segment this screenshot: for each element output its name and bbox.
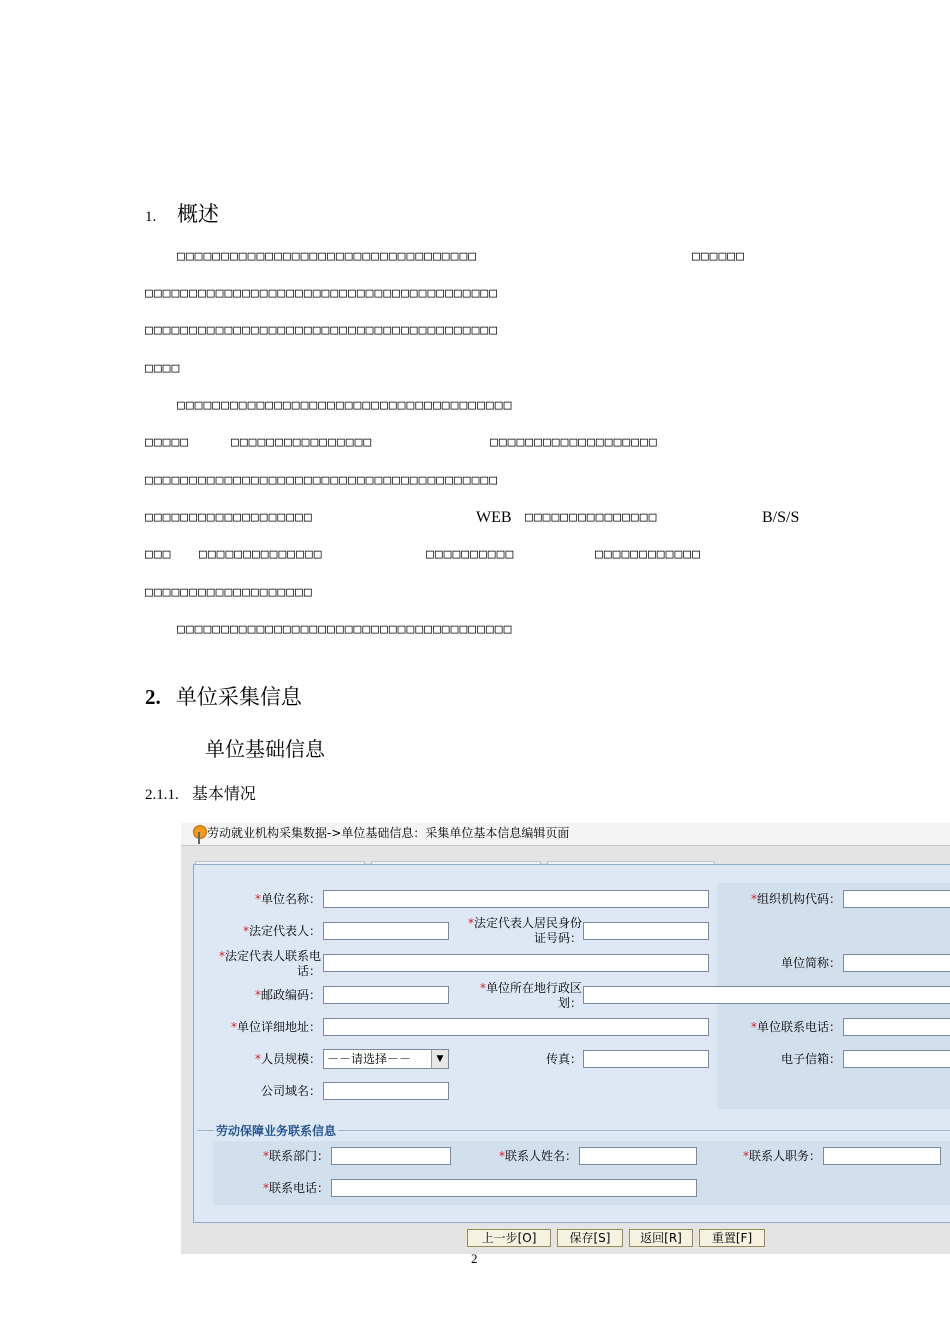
para-line-8-bss: B/S/S bbox=[762, 509, 800, 526]
para-line-1b: □□□□□□ bbox=[692, 249, 745, 264]
para-line-6c: □□□□□□□□□□□□□□□□□□□ bbox=[490, 435, 658, 450]
unit-short-input[interactable] bbox=[843, 954, 950, 972]
label-unit-name: *单位名称： bbox=[254, 892, 321, 906]
label-domain: 公司域名： bbox=[260, 1084, 321, 1098]
save-button[interactable]: 保存[S] bbox=[557, 1229, 623, 1247]
section-2-title: 单位采集信息 bbox=[175, 685, 302, 709]
section-2-heading bbox=[145, 681, 302, 711]
label-contact-dept: *联系部门： bbox=[262, 1149, 329, 1163]
section-1-heading bbox=[145, 198, 219, 228]
legal-phone-input[interactable] bbox=[323, 954, 709, 972]
address-input[interactable] bbox=[323, 1018, 709, 1036]
section-2-1-title: 单位基础信息 bbox=[205, 737, 325, 761]
section-2-number: 2. bbox=[145, 685, 161, 709]
domain-input[interactable] bbox=[323, 1082, 449, 1100]
label-postcode: *邮政编码： bbox=[254, 988, 321, 1002]
section-1-title: 概述 bbox=[176, 202, 219, 226]
back-button[interactable]: 返回[R] bbox=[629, 1229, 693, 1247]
para-line-11: □□□□□□□□□□□□□□□□□□□□□□□□□□□□□□□□□□□□□□ bbox=[177, 622, 513, 637]
app-logo-icon bbox=[193, 825, 207, 839]
section-2-1-1-heading bbox=[145, 781, 256, 804]
page-number: 2 bbox=[471, 1251, 478, 1266]
label-contact-name: *联系人姓名： bbox=[498, 1149, 577, 1163]
contact-name-input[interactable] bbox=[579, 1147, 697, 1165]
label-org-code: *组织机构代码： bbox=[750, 892, 841, 906]
para-line-9a: □□□ bbox=[145, 547, 172, 562]
district-input[interactable] bbox=[583, 986, 950, 1004]
label-staff-size: *人员规模： bbox=[254, 1052, 321, 1066]
chevron-down-icon[interactable]: ▼ bbox=[431, 1050, 448, 1068]
label-email: 电子信箱： bbox=[780, 1052, 841, 1066]
para-line-3: □□□□□□□□□□□□□□□□□□□□□□□□□□□□□□□□□□□□□□□□ bbox=[145, 323, 499, 338]
para-line-9c: □□□□□□□□□□ bbox=[426, 547, 515, 562]
para-line-8a: □□□□□□□□□□□□□□□□□□□ bbox=[145, 510, 313, 525]
section-2-1-1-number: 2.1.1. bbox=[145, 787, 179, 803]
label-legal-phone: *法定代表人联系电 话： bbox=[218, 949, 321, 978]
para-line-9b: □□□□□□□□□□□□□□ bbox=[199, 547, 323, 562]
reset-button[interactable]: 重置[F] bbox=[699, 1229, 765, 1247]
prev-step-button[interactable]: 上一步[O] bbox=[467, 1229, 551, 1247]
breadcrumb-bar bbox=[181, 823, 950, 846]
breadcrumb: 劳动就业机构采集数据->单位基础信息：采集单位基本信息编辑页面 bbox=[207, 826, 570, 840]
label-contact-phone: *联系电话： bbox=[262, 1181, 329, 1195]
label-address: *单位详细地址： bbox=[230, 1020, 321, 1034]
para-line-8b: □□□□□□□□□□□□□□□ bbox=[525, 510, 658, 525]
para-line-4: □□□□ bbox=[145, 361, 181, 376]
org-code-input[interactable] bbox=[843, 890, 950, 908]
postcode-input[interactable] bbox=[323, 986, 449, 1004]
form-screenshot bbox=[181, 823, 950, 1254]
label-unit-phone: *单位联系电话： bbox=[750, 1020, 841, 1034]
label-district: *单位所在地行政区 划： bbox=[479, 981, 582, 1010]
section-2-1-1-title: 基本情况 bbox=[191, 784, 256, 803]
para-line-6a: □□□□□ bbox=[145, 435, 190, 450]
unit-phone-input[interactable] bbox=[843, 1018, 950, 1036]
divider-icon bbox=[198, 832, 200, 844]
label-legal-id: *法定代表人居民身份 证号码： bbox=[467, 916, 582, 945]
label-contact-position: *联系人职务： bbox=[742, 1149, 821, 1163]
section-1-number: 1. bbox=[145, 209, 157, 225]
para-line-9d: □□□□□□□□□□□□ bbox=[595, 547, 701, 562]
legal-rep-input[interactable] bbox=[323, 922, 449, 940]
fax-input[interactable] bbox=[583, 1050, 709, 1068]
para-line-2: □□□□□□□□□□□□□□□□□□□□□□□□□□□□□□□□□□□□□□□□ bbox=[145, 286, 499, 301]
label-unit-short: 单位简称： bbox=[780, 956, 841, 970]
contact-dept-input[interactable] bbox=[331, 1147, 451, 1165]
legal-id-input[interactable] bbox=[583, 922, 709, 940]
para-line-10: □□□□□□□□□□□□□□□□□□□ bbox=[145, 585, 313, 600]
email-input[interactable] bbox=[843, 1050, 950, 1068]
staff-size-select[interactable]: －－请选择－－ ▼ bbox=[323, 1049, 449, 1069]
para-line-8-web: WEB bbox=[476, 509, 512, 526]
para-line-1a: □□□□□□□□□□□□□□□□□□□□□□□□□□□□□□□□□□ bbox=[177, 249, 478, 264]
para-line-5: □□□□□□□□□□□□□□□□□□□□□□□□□□□□□□□□□□□□□□ bbox=[177, 398, 513, 413]
label-fax: 传真： bbox=[545, 1052, 582, 1066]
para-line-6b: □□□□□□□□□□□□□□□□ bbox=[231, 435, 373, 450]
contact-phone-input[interactable] bbox=[331, 1179, 697, 1197]
contact-section-title: 劳动保障业务联系信息 bbox=[216, 1124, 337, 1138]
para-line-7: □□□□□□□□□□□□□□□□□□□□□□□□□□□□□□□□□□□□□□□□ bbox=[145, 473, 499, 488]
label-legal-rep: *法定代表人： bbox=[242, 924, 321, 938]
unit-name-input[interactable] bbox=[323, 890, 709, 908]
contact-position-input[interactable] bbox=[823, 1147, 941, 1165]
